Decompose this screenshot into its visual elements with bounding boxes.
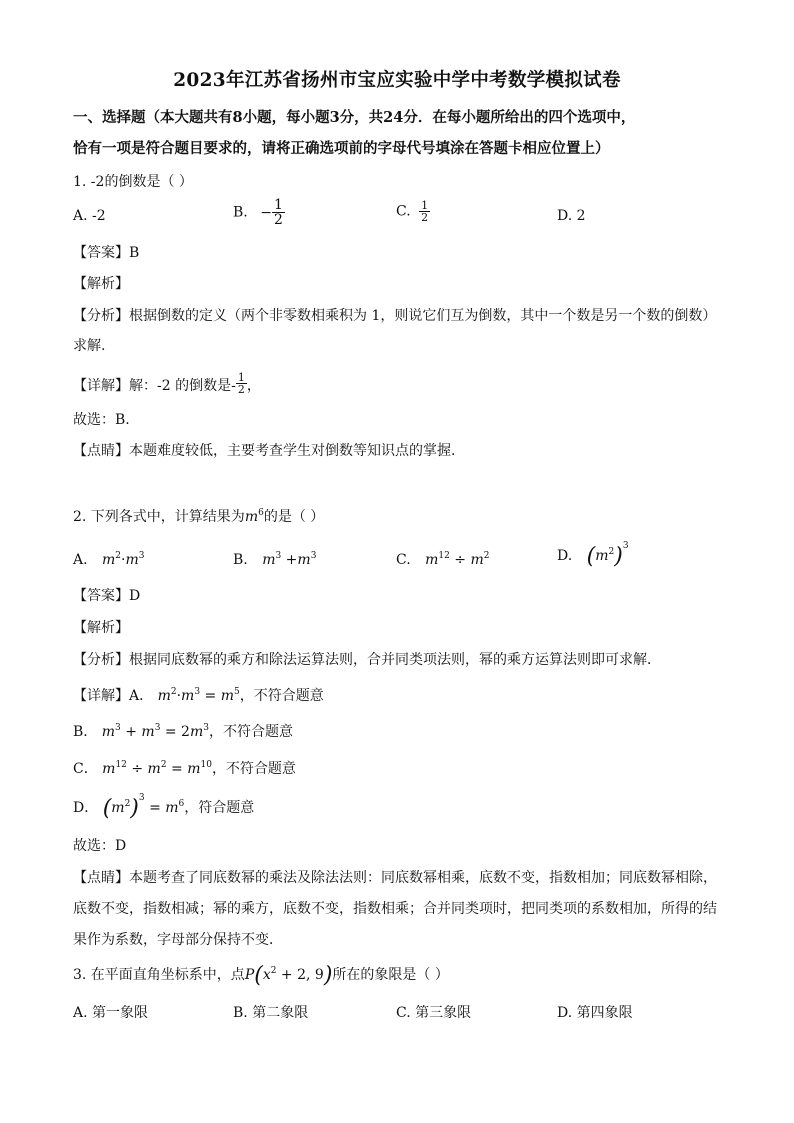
verdict: ，不符合题意 xyxy=(208,724,293,740)
fenxi-text: 根据同底数幂的乘方和除法运算法则，合并同类项法则，幂的乘方运算法则即可求解． xyxy=(129,652,661,668)
verdict: ，不符合题意 xyxy=(211,761,296,777)
q2-option-a: A. $m^2\cdot m^3$ xyxy=(73,551,145,568)
option-label: D． xyxy=(73,800,99,816)
verdict: ，符合题意 xyxy=(184,800,255,816)
q2-stem-post: 的是（ ） xyxy=(263,509,325,525)
fenxi-text: 根据倒数的定义（两个非零数相乘积为 1，则说它们互为倒数，其中一个数是另一个数的倒数） xyxy=(129,308,717,324)
q2-xiangjie-a: 【详解】A． $m^2\cdot m^3 = m^5$，不符合题意 xyxy=(73,687,324,704)
q1-fenxi-line2: 求解. xyxy=(73,338,106,354)
fenxi-tag: 【分析】 xyxy=(73,308,129,324)
q2-option-b: B. $m^3 +m^3$ xyxy=(233,551,317,568)
dianjing-text: 本题考查了同底数幂的乘法及除法法则：同底数幂相乘，底数不变，指数相加；同底数幂相除， xyxy=(129,870,717,886)
dianjing-tag: 【点睛】 xyxy=(73,443,129,459)
q3-stem: 3. 在平面直角坐标系中，点$P(x^2 + 2$, 9)所在的象限是（ ） xyxy=(73,963,449,988)
xiangjie-fraction xyxy=(236,372,247,395)
q2-stem-pre: 2. 下列各式中，计算结果为 xyxy=(73,509,245,525)
q2-option-c: C. $m^{12} \div m^2$ xyxy=(396,551,490,568)
q2-xiangjie-c: C． $m^{12} \div m^2 = m^{10}$，不符合题意 xyxy=(73,760,296,777)
section-header-line2: 恰有一项是符合题目要求的，请将正确选项前的字母代号填涂在答题卡相应位置上） xyxy=(73,140,610,157)
q1-choose: 故选：B. xyxy=(73,412,130,428)
q3-stem-post: 所在的象限是（ ） xyxy=(332,967,449,983)
q1-answer xyxy=(73,243,139,263)
xiangjie-tag: 【详解】 xyxy=(73,378,129,394)
q1-option-c-label: C. xyxy=(396,203,411,220)
q2-xiangjie-b: B． $m^3 + m^3 = 2m^3$，不符合题意 xyxy=(73,723,293,740)
q1-stem: 1. -2的倒数是（ ） xyxy=(73,174,193,190)
q2-answer xyxy=(73,586,140,606)
option-label: A． xyxy=(129,688,154,704)
section-header-line1: 一、选择题（本大题共有8小题，每小题3分，共24分．在每小题所给出的四个选项中， xyxy=(73,109,636,126)
q2-option-d-label: D. xyxy=(557,548,573,564)
q2-option-a-label: A. xyxy=(73,552,88,568)
q2-option-b-label: B. xyxy=(233,552,248,568)
q2-analysis-tag: 【解析】 xyxy=(73,620,129,636)
q1-option-b-fraction xyxy=(272,198,285,227)
dianjing-tag: 【点睛】 xyxy=(73,870,129,886)
q2-stem-var: m xyxy=(244,509,259,525)
verdict: ，不符合题意 xyxy=(239,688,324,704)
q2-choose: 故选：D xyxy=(73,838,127,854)
q2-option-d: D. $(m^2)^3$ xyxy=(557,541,629,569)
q1-dianjing xyxy=(73,441,455,461)
q2-dianjing xyxy=(73,868,717,888)
xiangjie-tag: 【详解】 xyxy=(73,688,129,704)
q1-analysis-tag: 【解析】 xyxy=(73,276,129,292)
q1-option-c xyxy=(396,200,430,223)
q1-option-a: A. -2 xyxy=(73,208,106,224)
q3-option-d: D. 第四象限 xyxy=(557,1005,633,1021)
answer-tag: 【答案】 xyxy=(73,245,129,261)
fraction-denominator: 2 xyxy=(273,212,283,228)
option-label: C． xyxy=(73,761,98,777)
fraction-numerator: 1 xyxy=(273,197,283,213)
q2-xiangjie-d: D． $(m^2)^3 = m^6$，符合题意 xyxy=(73,793,255,821)
q3-option-a: A. 第一象限 xyxy=(73,1005,149,1021)
q1-xiangjie xyxy=(73,372,261,396)
q2-option-c-label: C. xyxy=(396,552,411,568)
page-title: 2023年江苏省扬州市宝应实验中学中考数学模拟试卷 xyxy=(173,70,621,91)
fraction-denominator: 2 xyxy=(421,211,429,224)
fraction-numerator: 1 xyxy=(237,371,245,384)
q3-option-b: B. 第二象限 xyxy=(233,1005,309,1021)
q1-option-d: D. 2 xyxy=(557,208,586,224)
fraction-numerator: 1 xyxy=(421,199,429,212)
q1-option-b-sign: − xyxy=(260,204,272,221)
fraction-denominator: 2 xyxy=(237,383,245,396)
q1-option-b xyxy=(233,198,285,227)
q1-option-c-fraction xyxy=(419,200,430,223)
xiangjie-text: 解：-2 的倒数是- xyxy=(129,378,236,394)
q2-stem xyxy=(73,507,324,527)
answer-tag: 【答案】 xyxy=(73,588,129,604)
q2-dianjing-line2: 底数不变，指数相减；幂的乘方，底数不变，指数相乘；合并同类项时，把同类项的系数相加，所得的结 xyxy=(73,901,717,917)
q2-fenxi xyxy=(73,650,661,670)
q2-stem-exp: 6 xyxy=(258,508,264,518)
answer-value: B xyxy=(129,245,140,261)
q3-stem-pre: 3. 在平面直角坐标系中，点 xyxy=(73,967,245,983)
q3-option-c: C. 第三象限 xyxy=(396,1005,472,1021)
q1-option-b-label: B. xyxy=(233,204,248,221)
xiangjie-end: ， xyxy=(246,378,261,394)
answer-value: D xyxy=(129,588,141,604)
q1-fenxi xyxy=(73,306,716,326)
option-label: B． xyxy=(73,724,98,740)
dianjing-text: 本题难度较低，主要考查学生对倒数等知识点的掌握. xyxy=(129,443,456,459)
fenxi-tag: 【分析】 xyxy=(73,652,129,668)
q2-dianjing-line3: 果作为系数，字母部分保持不变． xyxy=(73,932,283,948)
